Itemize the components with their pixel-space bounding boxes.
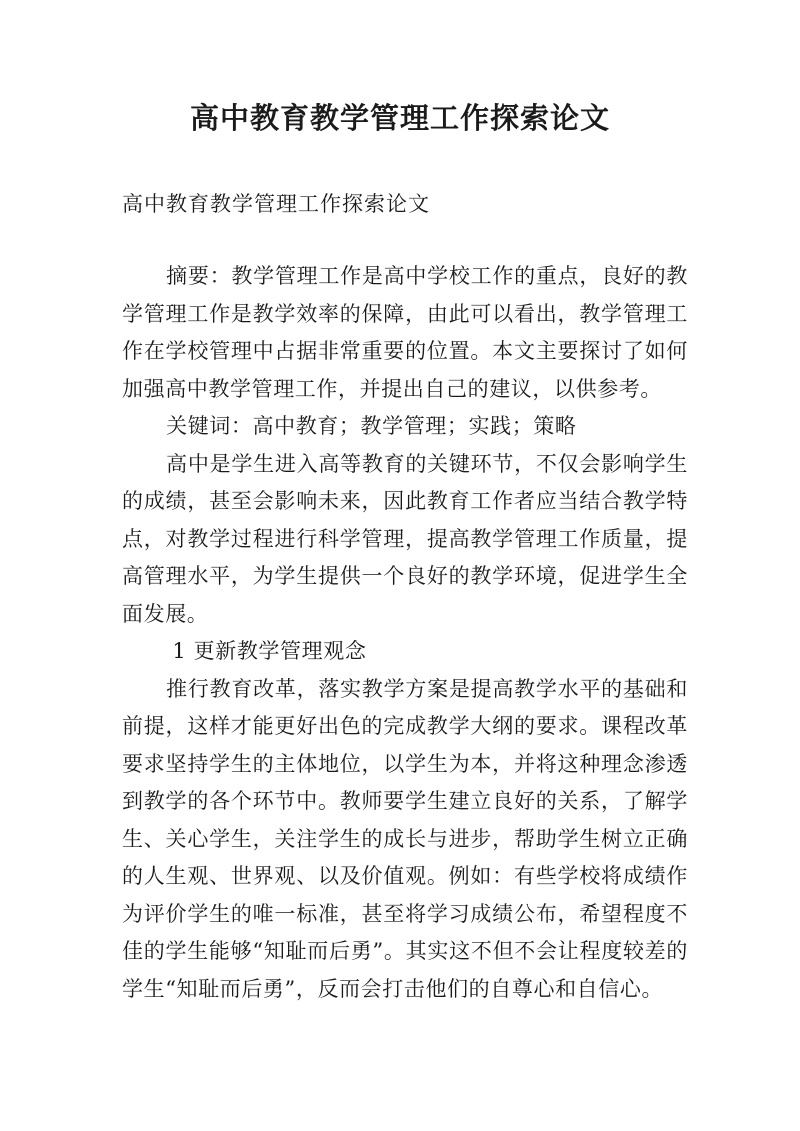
section-heading: 1 更新教学管理观念 — [172, 639, 367, 663]
document-body — [122, 258, 688, 1008]
document-subtitle: 高中教育教学管理工作探索论文 — [122, 192, 430, 216]
document-title: 高中教育教学管理工作探索论文 — [189, 101, 610, 135]
keywords-paragraph: 关键词：高中教育；教学管理；实践；策略 — [166, 414, 577, 438]
section-paragraph: 推行教育改革，落实教学方案是提高教学水平的基础和前提，这样才能更好出色的完成教学大纲的要求。课程改革要求坚持学生的主体地位，以学生为本，并将这种理念渗透到教学的各个环节中。教师要学生建立良好的关系，了解学生、关心学生，关注学生的成长与进步，帮助学生树立正确的人生观、世界观、以及价值观。例如：有些学校将成绩作为评价学生的唯一标准，甚至将学习成绩公布，希望程度不佳的学生能够“知耻而后勇”。其实这不但不会让程度较差的学生“知耻而后勇”，反而会打击他们的自尊心和自信心。 — [122, 676, 688, 1001]
intro-paragraph: 高中是学生进入高等教育的关键环节，不仅会影响学生的成绩，甚至会影响未来，因此教育工作者应当结合教学特点，对教学过程进行科学管理，提高教学管理工作质量，提高管理水平，为学生提供一个良好的教学环境，促进学生全面发展。 — [122, 451, 688, 626]
abstract-paragraph: 摘要：教学管理工作是高中学校工作的重点，良好的教学管理工作是教学效率的保障，由此可以看出，教学管理工作在学校管理中占据非常重要的位置。本文主要探讨了如何加强高中教学管理工作，并提出自己的建议，以供参考。 — [122, 264, 688, 401]
